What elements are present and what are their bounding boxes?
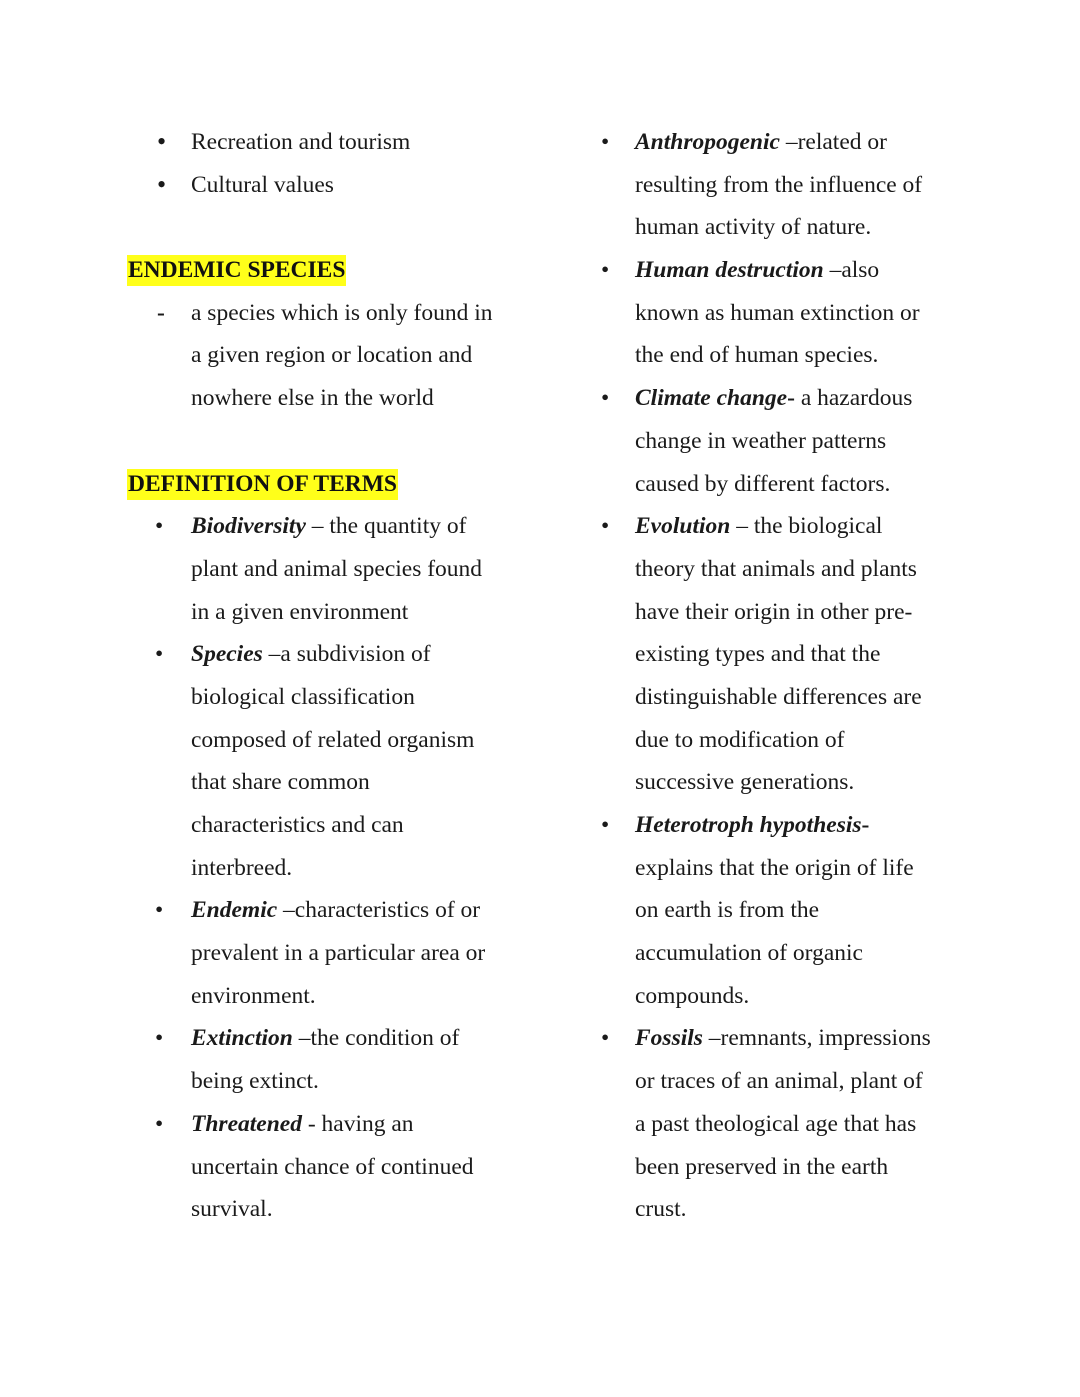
term-definition: also	[841, 257, 880, 284]
bullet-icon: •	[155, 1025, 164, 1052]
definition-line: nowhere else in the world	[191, 385, 434, 412]
definition-line: known as human extinction or	[635, 299, 920, 326]
definition-line: plant and animal species found	[191, 555, 483, 582]
definition-line: prevalent in a particular area or	[191, 940, 486, 967]
term-separator: –	[277, 897, 295, 924]
term-separator: –	[823, 257, 842, 284]
term-separator: -	[301, 1110, 322, 1137]
bullet-icon: •	[601, 1025, 610, 1052]
definition-line: interbreed.	[191, 854, 293, 881]
term-fossils	[600, 1017, 980, 1230]
definition-line: crust.	[635, 1196, 687, 1223]
definition-line: biological classification	[191, 683, 415, 710]
term-species	[127, 633, 557, 889]
bullet-icon: •	[601, 129, 610, 155]
definition-line: uncertain chance of continued	[191, 1153, 474, 1180]
bullet-icon: •	[601, 257, 610, 284]
definition-line: compounds.	[635, 982, 750, 1009]
term-definition: the biological	[753, 513, 883, 540]
definition-line: existing types and that the	[635, 641, 881, 668]
term-name: Species	[191, 641, 263, 668]
bullet-icon: •	[157, 169, 167, 199]
bullet-icon: •	[601, 812, 610, 838]
term-name: Heterotroph hypothesis	[635, 812, 862, 838]
dash-icon: -	[157, 299, 165, 326]
definition-line: caused by different factors.	[635, 470, 891, 497]
term-anthropogenic	[600, 121, 980, 249]
endemic-definition	[127, 292, 557, 420]
term-name: Biodiversity	[191, 513, 306, 540]
definition-line: composed of related organism	[191, 726, 475, 753]
term-definition: a subdivision of	[280, 641, 431, 668]
term-separator: -	[861, 812, 870, 838]
definition-line: have their origin in other pre-	[635, 598, 913, 625]
term-name: Threatened	[191, 1110, 302, 1137]
section-heading-row	[127, 463, 557, 506]
bullet-icon: •	[155, 1110, 164, 1137]
definition-line: that share common	[191, 769, 370, 796]
definition-line: environment.	[191, 982, 316, 1009]
definition-line: a given region or location and	[191, 342, 473, 369]
term-separator: –	[702, 1025, 721, 1052]
list-item-text: Recreation and tourism	[191, 129, 411, 155]
term-definition: having an	[321, 1110, 414, 1137]
term-climate-change	[600, 377, 980, 505]
right-column	[600, 121, 980, 1231]
definition-line: accumulation of organic	[635, 940, 863, 967]
definition-line: being extinct.	[191, 1068, 319, 1095]
definition-line: a species which is only found in	[191, 299, 493, 326]
definition-line: distinguishable differences are	[635, 683, 922, 710]
term-definition: related or	[797, 129, 887, 155]
term-evolution	[600, 505, 980, 804]
definition-line: survival.	[191, 1196, 273, 1223]
definition-line: resulting from the influence of	[635, 171, 923, 198]
term-definition: remnants, impressions	[720, 1025, 931, 1052]
definition-of-terms-heading: DEFINITION OF TERMS	[127, 469, 398, 500]
definition-line: explains that the origin of life	[635, 854, 914, 881]
definition-line: in a given environment	[191, 598, 409, 625]
term-definition: the quantity of	[329, 513, 467, 540]
term-separator: –	[262, 641, 281, 668]
bullet-icon: •	[155, 513, 164, 540]
spacer	[127, 420, 557, 463]
definition-line: theory that animals and plants	[635, 555, 917, 582]
definition-line: human activity of nature.	[635, 214, 872, 241]
list-item-text: Cultural values	[191, 171, 334, 198]
term-name: Evolution	[635, 513, 731, 540]
term-name: Fossils	[635, 1025, 703, 1052]
term-name: Climate change	[635, 385, 788, 412]
term-definition: a hazardous	[800, 385, 913, 412]
term-definition: characteristics of or	[294, 897, 481, 924]
bullet-icon: •	[155, 897, 164, 924]
definition-line: successive generations.	[635, 769, 855, 796]
section-heading-row	[127, 249, 557, 292]
definition-line: or traces of an animal, plant of	[635, 1068, 923, 1095]
term-heterotroph-hypothesis	[600, 804, 980, 1017]
term-separator: –	[779, 129, 798, 155]
bullet-icon: •	[601, 385, 610, 412]
bullet-icon: •	[601, 513, 610, 540]
term-name: Extinction	[191, 1025, 293, 1052]
term-biodiversity	[127, 505, 557, 633]
term-separator: –	[730, 513, 754, 540]
bullet-icon: •	[155, 641, 164, 668]
term-threatened	[127, 1103, 557, 1231]
term-name: Anthropogenic	[635, 129, 780, 155]
bullet-icon: •	[157, 127, 167, 156]
left-column	[127, 121, 557, 1231]
list-item-cultural	[127, 164, 557, 207]
term-separator: -	[787, 385, 801, 412]
term-separator: –	[305, 513, 330, 540]
term-human-destruction	[600, 249, 980, 377]
definition-line: change in weather patterns	[635, 427, 887, 454]
term-name: Endemic	[191, 897, 278, 924]
term-name: Human destruction	[635, 257, 824, 284]
definition-line: due to modification of	[635, 726, 845, 753]
endemic-species-heading: ENDEMIC SPECIES	[127, 255, 346, 286]
definition-line: a past theological age that has	[635, 1110, 917, 1137]
definition-line: been preserved in the earth	[635, 1153, 889, 1180]
definition-line: the end of human species.	[635, 342, 879, 369]
term-extinction	[127, 1017, 557, 1102]
term-endemic	[127, 889, 557, 1017]
spacer	[127, 206, 557, 249]
list-item-recreation	[127, 121, 557, 164]
term-definition: the condition of	[310, 1025, 460, 1052]
definition-line: on earth is from the	[635, 897, 820, 924]
term-separator: –	[292, 1025, 311, 1052]
definition-line: characteristics and can	[191, 812, 404, 838]
